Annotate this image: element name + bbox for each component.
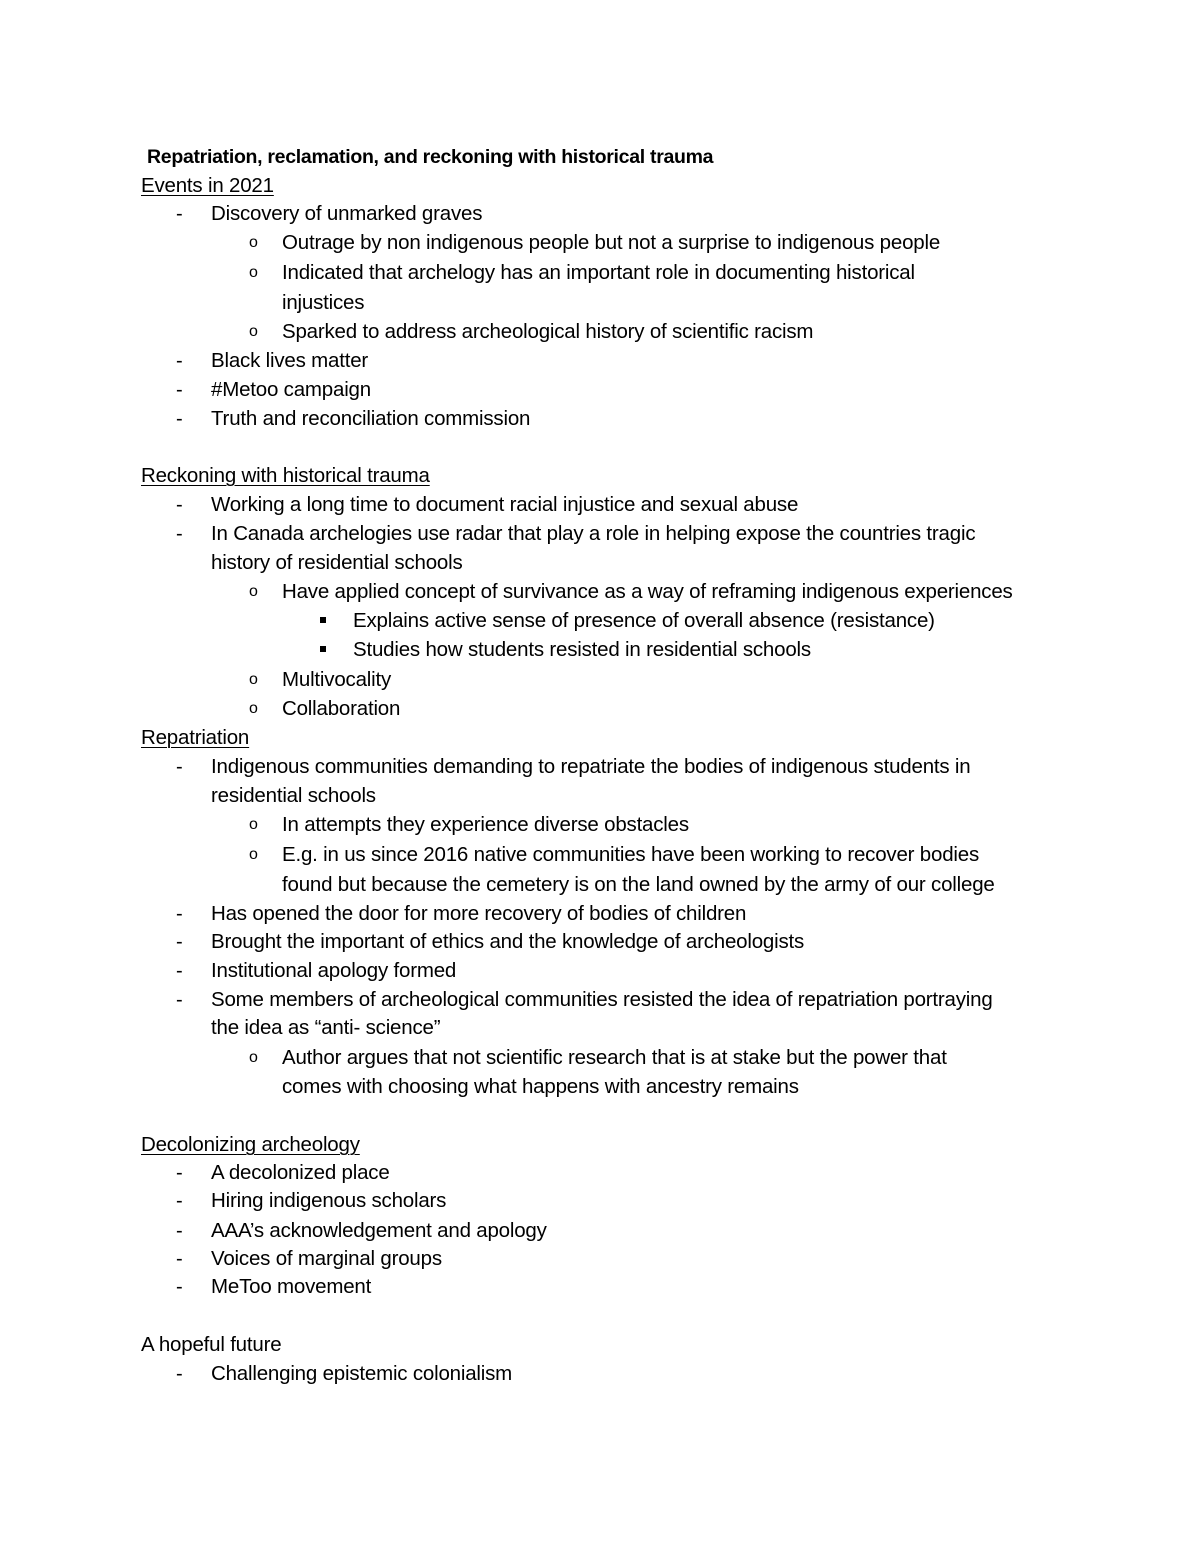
dash-bullet: - bbox=[176, 931, 183, 953]
circle-bullet: o bbox=[249, 264, 258, 281]
section-heading-events: Events in 2021 bbox=[141, 174, 274, 197]
list-item-continuation: residential schools bbox=[211, 784, 376, 807]
list-item: A decolonized place bbox=[211, 1161, 390, 1184]
dash-bullet: - bbox=[176, 960, 183, 982]
circle-bullet: o bbox=[249, 1049, 258, 1066]
dash-bullet: - bbox=[176, 1248, 183, 1270]
dash-bullet: - bbox=[176, 1190, 183, 1212]
list-item: Sparked to address archeological history of scientific racism bbox=[282, 320, 814, 343]
square-bullet bbox=[320, 617, 326, 623]
section-heading-repatriation: Repatriation bbox=[141, 726, 250, 749]
list-item: Truth and reconciliation commission bbox=[211, 407, 531, 430]
list-item: Working a long time to document racial injustice and sexual abuse bbox=[211, 493, 799, 516]
dash-bullet: - bbox=[176, 408, 183, 430]
dash-bullet: - bbox=[176, 350, 183, 372]
document-title: Repatriation, reclamation, and reckoning with historical trauma bbox=[147, 146, 714, 168]
circle-bullet: o bbox=[249, 816, 258, 833]
section-heading-decolonizing: Decolonizing archeology bbox=[141, 1133, 360, 1156]
list-item: Brought the important of ethics and the knowledge of archeologists bbox=[211, 930, 805, 953]
dash-bullet: - bbox=[176, 494, 183, 516]
circle-bullet: o bbox=[249, 846, 258, 863]
list-item: Institutional apology formed bbox=[211, 959, 457, 982]
list-item: Hiring indigenous scholars bbox=[211, 1189, 447, 1212]
dash-bullet: - bbox=[176, 203, 183, 225]
circle-bullet: o bbox=[249, 583, 258, 600]
dash-bullet: - bbox=[176, 523, 183, 545]
dash-bullet: - bbox=[176, 379, 183, 401]
list-item-continuation: the idea as “anti- science” bbox=[211, 1016, 441, 1039]
list-item: Have applied concept of survivance as a way of reframing indigenous experiences bbox=[282, 580, 1013, 603]
dash-bullet: - bbox=[176, 989, 183, 1011]
list-item: Voices of marginal groups bbox=[211, 1247, 442, 1270]
list-item-continuation: injustices bbox=[282, 291, 365, 314]
dash-bullet: - bbox=[176, 1220, 183, 1242]
list-item: Indicated that archelogy has an important role in documenting historical bbox=[282, 261, 915, 284]
list-item: Outrage by non indigenous people but not a surprise to indigenous people bbox=[282, 231, 941, 254]
list-item: Discovery of unmarked graves bbox=[211, 202, 483, 225]
list-item: Author argues that not scientific research that is at stake but the power that bbox=[282, 1046, 947, 1069]
list-item: MeToo movement bbox=[211, 1275, 372, 1298]
dash-bullet: - bbox=[176, 1276, 183, 1298]
list-item: Indigenous communities demanding to repatriate the bodies of indigenous students in bbox=[211, 755, 971, 778]
list-item: Black lives matter bbox=[211, 349, 369, 372]
list-item: In Canada archelogies use radar that play a role in helping expose the countries tragic bbox=[211, 522, 976, 545]
list-item: #Metoo campaign bbox=[211, 378, 371, 401]
dash-bullet: - bbox=[176, 756, 183, 778]
list-item: Collaboration bbox=[282, 697, 401, 720]
list-item: E.g. in us since 2016 native communities have been working to recover bodies bbox=[282, 843, 980, 866]
list-item: Explains active sense of presence of overall absence (resistance) bbox=[353, 609, 935, 632]
list-item-continuation: comes with choosing what happens with ancestry remains bbox=[282, 1075, 799, 1098]
dash-bullet: - bbox=[176, 903, 183, 925]
list-item: AAA’s acknowledgement and apology bbox=[211, 1219, 547, 1242]
dash-bullet: - bbox=[176, 1162, 183, 1184]
list-item-continuation: found but because the cemetery is on the land owned by the army of our college bbox=[282, 873, 995, 896]
section-heading-future: A hopeful future bbox=[141, 1333, 282, 1356]
circle-bullet: o bbox=[249, 323, 258, 340]
list-item: Has opened the door for more recovery of bodies of children bbox=[211, 902, 747, 925]
dash-bullet: - bbox=[176, 1363, 183, 1385]
square-bullet bbox=[320, 646, 326, 652]
list-item: Some members of archeological communities resisted the idea of repatriation portraying bbox=[211, 988, 993, 1011]
circle-bullet: o bbox=[249, 700, 258, 717]
list-item: Studies how students resisted in residential schools bbox=[353, 638, 811, 661]
section-heading-reckoning: Reckoning with historical trauma bbox=[141, 464, 430, 487]
list-item: In attempts they experience diverse obstacles bbox=[282, 813, 689, 836]
list-item-continuation: history of residential schools bbox=[211, 551, 463, 574]
list-item: Challenging epistemic colonialism bbox=[211, 1362, 513, 1385]
list-item: Multivocality bbox=[282, 668, 392, 691]
circle-bullet: o bbox=[249, 234, 258, 251]
circle-bullet: o bbox=[249, 671, 258, 688]
